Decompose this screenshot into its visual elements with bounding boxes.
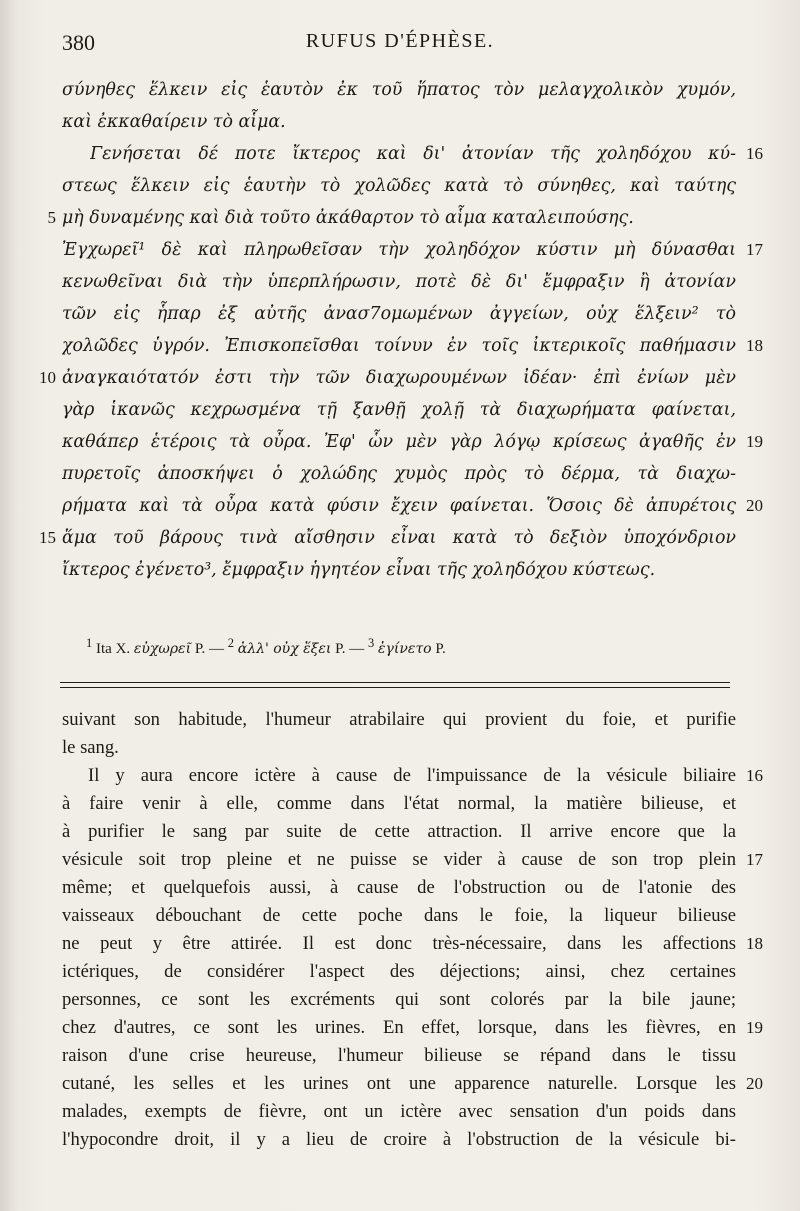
french-paragraph-number: 18 <box>746 934 763 953</box>
section-divider-thick <box>60 682 730 683</box>
french-paragraph-number: 20 <box>746 1074 763 1093</box>
footnote-1-marker: 1 <box>86 636 93 650</box>
french-line: même; et quelquefois aussi, à cause de l'obstruction ou de l'atonie des <box>62 877 736 898</box>
french-line: ictériques, de considérer l'aspect des déjections; ainsi, chez certaines <box>62 961 736 982</box>
greek-line: μὴ δυναμένης καὶ διὰ τοῦτο ἀκάθαρτον τὸ αἷμα καταλειπούσης. <box>62 208 634 228</box>
greek-line: Γενήσεται δέ ποτε ἴκτερος καὶ δι' ἀτονίαν τῆς χοληδόχου κύ- <box>90 144 736 164</box>
greek-line: πυρετοῖς ἀποσκήψει ὁ χολώδης χυμὸς πρὸς τὸ δέρμα, τὰ διαχω- <box>62 464 736 484</box>
running-title: RUFUS D'ÉPHÈSE. <box>305 30 495 52</box>
greek-paragraph-number: 16 <box>746 144 763 163</box>
greek-line: ἅμα τοῦ βάρους τινὰ αἴσθησιν εἶναι κατὰ τὸ δεξιὸν ὑποχόνδριον <box>62 528 736 548</box>
greek-line: κενωθεῖναι διὰ τὴν ὑπερπλήρωσιν, ποτὲ δὲ δι' ἔμφραξιν ἢ ἀτονίαν <box>62 272 736 292</box>
footnote-1-greek: εὐχωρεῖ <box>133 641 192 657</box>
french-line: ne peut y être attirée. Il est donc très-nécessaire, dans les affections <box>62 933 736 954</box>
greek-paragraph-number: 17 <box>746 240 763 259</box>
french-line: à purifier le sang par suite de cette attraction. Il arrive encore que la <box>62 821 736 842</box>
french-paragraph-number: 17 <box>746 850 763 869</box>
greek-paragraph-number: 20 <box>746 496 763 515</box>
french-line: à faire venir à elle, comme dans l'état normal, la matière bilieuse, et <box>62 793 736 814</box>
french-line: vésicule soit trop pleine et ne puisse se vider à cause de son trop plein <box>62 849 736 870</box>
french-line: raison d'une crise heureuse, l'humeur bilieuse se répand dans le tissu <box>62 1045 736 1066</box>
greek-line: καὶ ἐκκαθαίρειν τὸ αἷμα. <box>62 112 286 132</box>
greek-line: ἀναγκαιότατόν ἐστι τὴν τῶν διαχωρουμένων ἰδέαν· ἐπὶ ἐνίων μὲν <box>62 368 736 388</box>
footnote-3-marker: 3 <box>368 636 375 650</box>
page-gutter-shadow <box>0 0 18 1211</box>
footnote-3-greek: ἐγίνετο <box>378 641 432 657</box>
french-line: cutané, les selles et les urines ont une apparence naturelle. Lorsque les <box>62 1073 736 1094</box>
greek-line-number: 10 <box>39 368 56 387</box>
greek-line: στεως ἕλκειν εἰς ἑαυτὴν τὸ χολῶδες κατὰ τὸ σύνηθες, καὶ ταύτης <box>62 176 736 196</box>
greek-line: γὰρ ἱκανῶς κεχρωσμένα τῇ ξανθῇ χολῇ τὰ διαχωρήματα φαίνεται, <box>62 400 736 420</box>
footnote-2-greek: ἀλλ' οὐχ ἕξει <box>237 641 332 657</box>
french-line: personnes, ce sont les excréments qui sont colorés par la bile jaune; <box>62 989 736 1010</box>
greek-line: χολῶδες ὑγρόν. Ἐπισκοπεῖσθαι τοίνυν ἐν τοῖς ἰκτερικοῖς παθήμασιν <box>62 336 736 356</box>
footnote-1-prefix: Ita X. <box>96 641 131 657</box>
greek-line: σύνηθες ἕλκειν εἰς ἑαυτὸν ἐκ τοῦ ἥπατος τὸν μελαγχολικὸν χυμόν, <box>62 80 736 100</box>
french-line: malades, exempts de fièvre, ont un ictère avec sensation d'un poids dans <box>62 1101 736 1122</box>
greek-line: Ἐγχωρεῖ¹ δὲ καὶ πληρωθεῖσαν τὴν χοληδόχον κύστιν μὴ δύνασθαι <box>62 240 736 260</box>
greek-line: ρήματα καὶ τὰ οὖρα κατὰ φύσιν ἔχειν φαίνεται. Ὅσοις δὲ ἀπυρέτοις <box>62 496 736 516</box>
greek-paragraph-number: 19 <box>746 432 763 451</box>
greek-line-number: 5 <box>47 208 56 227</box>
french-line: le sang. <box>62 737 119 758</box>
french-line: Il y aura encore ictère à cause de l'impuissance de la vésicule biliaire <box>88 765 736 786</box>
greek-line-number: 15 <box>39 528 56 547</box>
greek-line: τῶν εἰς ἧπαρ ἐξ αὐτῆς ἀνασ7ομωμένων ἀγγείων, οὐχ ἕλξειν² τὸ <box>62 304 736 324</box>
footnotes <box>86 636 446 658</box>
french-paragraph-number: 16 <box>746 766 763 785</box>
footnote-1-siglum: P. — <box>194 641 224 657</box>
french-line: l'hypocondre droit, il y a lieu de croire à l'obstruction de la vésicule bi- <box>62 1129 736 1150</box>
french-paragraph-number: 19 <box>746 1018 763 1037</box>
french-line: vaisseaux débouchant de cette poche dans le foie, la liqueur bilieuse <box>62 905 736 926</box>
section-divider-thin <box>60 687 730 688</box>
page-number: 380 <box>62 30 95 55</box>
footnote-2-siglum: P. — <box>335 641 365 657</box>
greek-line: καθάπερ ἑτέροις τὰ οὖρα. Ἐφ' ὧν μὲν γὰρ λόγῳ κρίσεως ἀγαθῆς ἐν <box>62 432 736 452</box>
french-line: chez d'autres, ce sont les urines. En effet, lorsque, dans les fièvres, en <box>62 1017 736 1038</box>
french-line: suivant son habitude, l'humeur atrabilaire qui provient du foie, et purifie <box>62 709 736 730</box>
greek-line: ἴκτερος ἐγένετο³, ἔμφραξιν ἡγητέον εἶναι τῆς χοληδόχου κύστεως. <box>62 560 656 580</box>
greek-paragraph-number: 18 <box>746 336 763 355</box>
footnote-2-marker: 2 <box>227 636 234 650</box>
footnote-3-siglum: P. <box>435 641 446 657</box>
page-header <box>60 30 740 60</box>
